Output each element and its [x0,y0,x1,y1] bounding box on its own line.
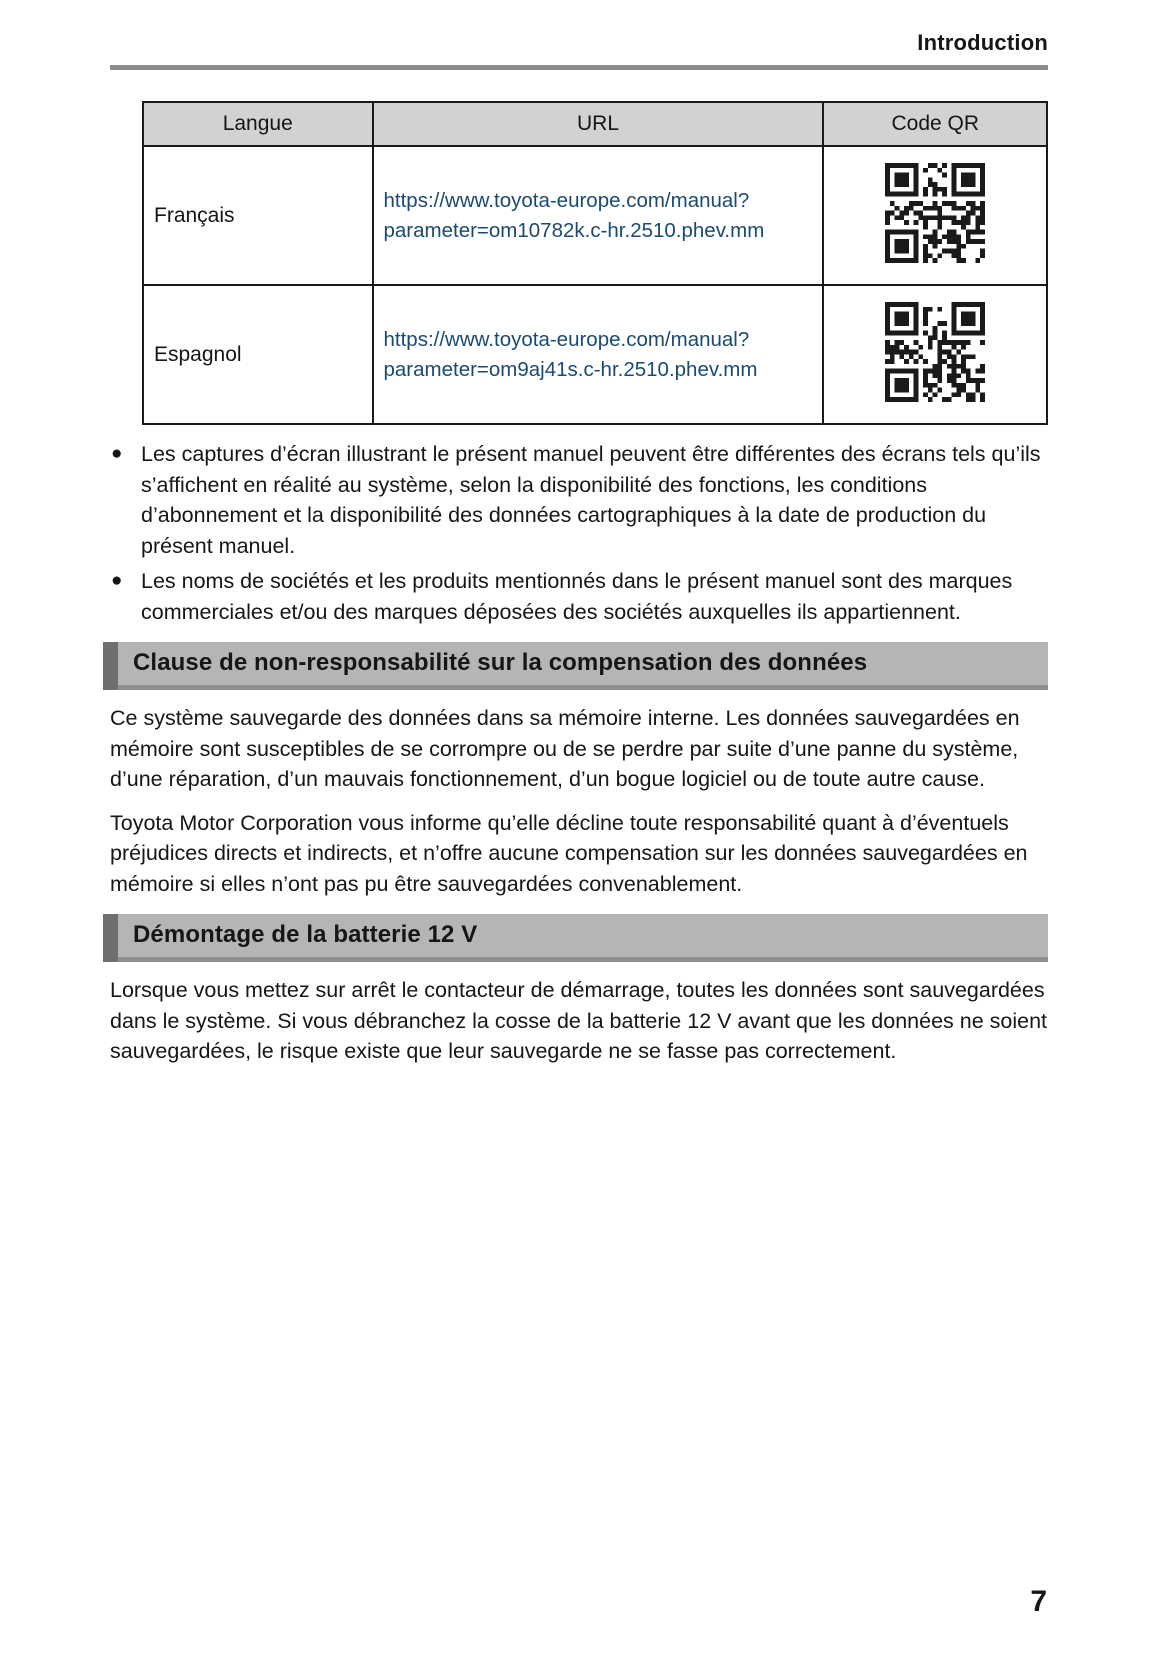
paragraph: Toyota Motor Corporation vous informe qu’elle décline toute responsabilité quant à d’éventuels préjudices directs et indirects, et n’offre aucune compensation sur les données sauvegardées en mémoire si elles n’ont pas pu être sauvegardées convenablement. [110,810,1028,896]
language-label: Espagnol [143,285,373,424]
bullet-icon: ● [111,570,123,591]
page-number: 7 [1030,1585,1047,1618]
page-header-title: Introduction [917,30,1048,55]
header-divider [110,65,1048,70]
page-header [110,30,1048,56]
qr-code-icon [885,302,985,402]
note-text: Les captures d’écran illustrant le présent manuel peuvent être différentes des écrans tels qu’ils s’affichent en réalité au système, selon la disponibilité des fonctions, les conditions d’abonnement et la disponibilité des données cartographiques à la date de production du présent manuel. [141,442,1041,558]
manual-url-link[interactable] [373,146,824,285]
language-url-table [142,101,1048,425]
qr-cell [823,146,1047,285]
section-heading-demontage-batterie [118,914,1048,962]
paragraph: Ce système sauvegarde des données dans sa mémoire interne. Les données sauvegardées en mémoire sont susceptibles de se corrompre ou de se perdre par suite d’une panne du système, d’une réparation, d’un mauvais fonctionnement, d’un bogue logiciel ou de toute autre cause. [110,706,1020,791]
table-row-francais [143,146,1047,285]
bullet-icon: ● [111,443,123,464]
qr-cell [823,285,1047,424]
table-header-row [143,102,1047,146]
qr-code-icon [885,163,985,263]
list-item [110,566,1048,627]
url-line: parameter=om9aj41s.c-hr.2510.phev.mm [383,357,758,381]
section-title: Démontage de la batterie 12 V [133,921,478,948]
column-header-url: URL [373,102,824,146]
section-heading-compensation-donnees [118,642,1048,690]
table-row-espagnol [143,285,1047,424]
url-line: https://www.toyota-europe.com/manual? [383,327,750,351]
paragraph: Lorsque vous mettez sur arrêt le contacteur de démarrage, toutes les données sont sauvegardées dans le système. Si vous débranchez la cosse de la batterie 12 V avant que les données ne soient sauvegardées, le risque existe que leur sauvegarde ne se fasse pas correctement. [110,978,1048,1063]
manual-url-link[interactable] [373,285,824,424]
column-header-code-qr: Code QR [823,102,1047,146]
note-text: Les noms de sociétés et les produits mentionnés dans le présent manuel sont des marques commerciales et/ou des marques déposées des sociétés auxquelles ils appartiennent. [141,569,1013,624]
language-label: Français [143,146,373,285]
column-header-langue: Langue [143,102,373,146]
list-item [110,439,1048,561]
section-title: Clause de non-responsabilité sur la compensation des données [133,649,868,676]
url-line: https://www.toyota-europe.com/manual? [383,188,750,212]
url-line: parameter=om10782k.c-hr.2510.phev.mm [383,218,765,242]
notes-list [110,439,1048,627]
